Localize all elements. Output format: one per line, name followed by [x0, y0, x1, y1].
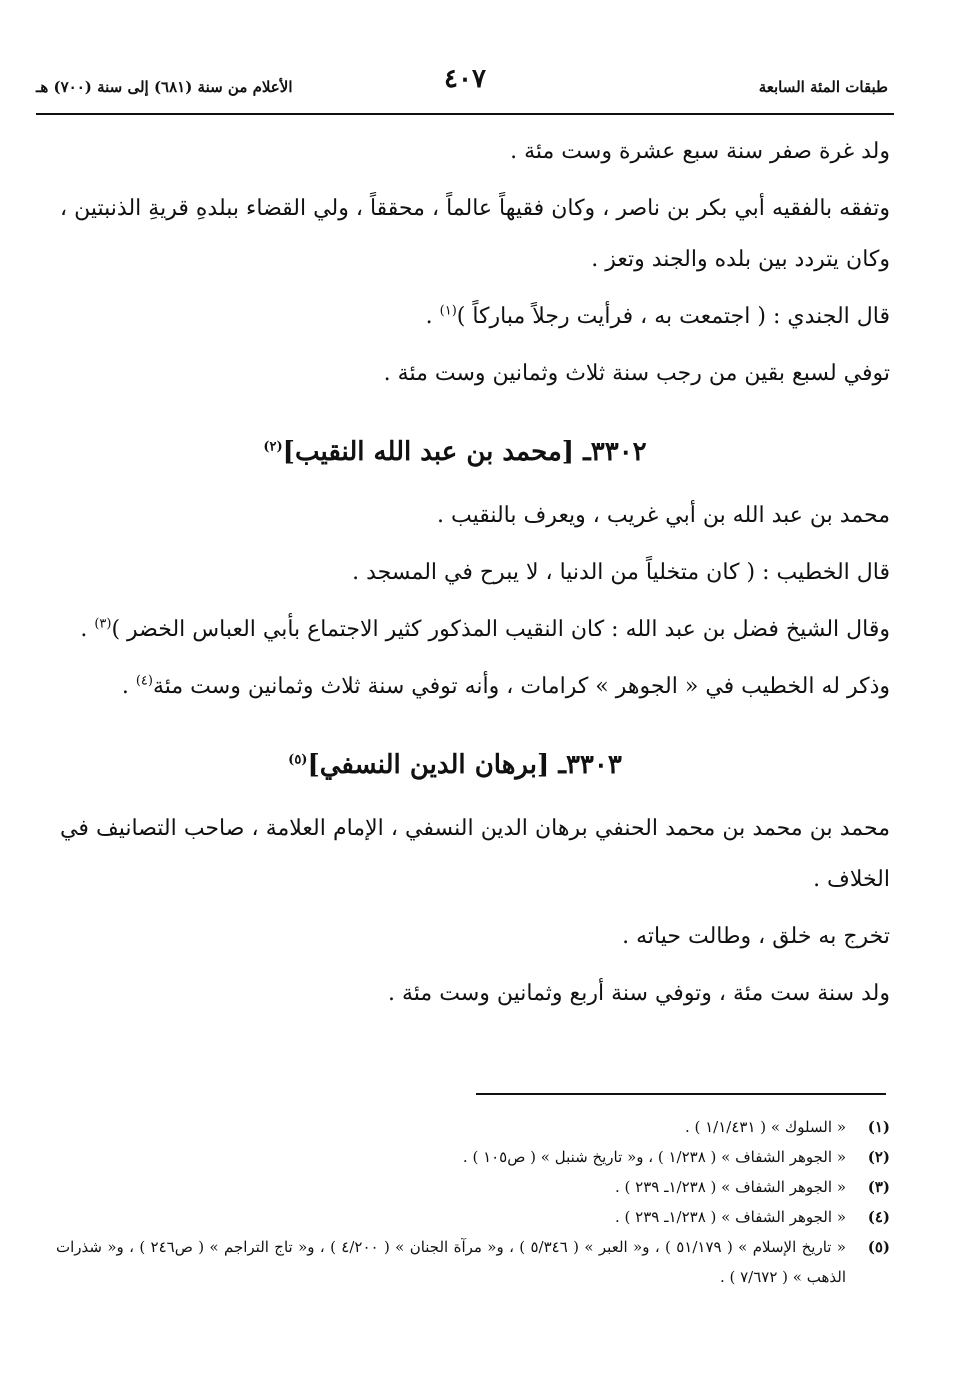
header-rule: [36, 113, 894, 115]
main-text: [60, 126, 890, 1025]
paragraph: تخرج به خلق ، وطالت حياته .: [622, 924, 890, 949]
footnote-text: « تاريخ الإسلام » ( ٥١/١٧٩ ) ، و« العبر » ( ٥/٣٤٦ ) ، و« مرآة الجنان » ( ٤/٢٠٠ ) ، و« تاج التراجم » ( ص٢٤٦ ) ، و« شذرات الذهب » ( ٧/٦٧٢ ) .: [56, 1238, 846, 1286]
footnote-ref: (٣): [94, 616, 112, 632]
footnote-ref: (٢): [263, 439, 283, 455]
footnote-number: (٥): [867, 1238, 890, 1256]
footnote-number: (٢): [867, 1148, 890, 1166]
footnote-text: « السلوك » ( ١/١/٤٣١ ) .: [684, 1118, 846, 1136]
footnote-number: (٣): [867, 1178, 890, 1196]
paragraph: محمد بن عبد الله بن أبي غريب ، ويعرف بالنقيب .: [436, 503, 890, 528]
running-title-right: طبقات المئة السابعة: [758, 78, 888, 96]
footnote-ref: (٥): [288, 752, 308, 768]
footnote-ref: (٤): [135, 673, 153, 689]
paragraph: ولد غرة صفر سنة سبع عشرة وست مئة .: [510, 139, 890, 164]
footnote-text: « الجوهر الشفاف » ( ١/٢٣٨ـ ٢٣٩ ) .: [614, 1178, 846, 1196]
running-title-left: الأعلام من سنة (٦٨١) إلى سنة (٧٠٠) هـ: [36, 78, 293, 96]
paragraph: وقال الشيخ فضل بن عبد الله : كان النقيب المذكور كثير الاجتماع بأبي العباس الخضر )$^{(٣)}$ .: [80, 616, 890, 642]
footnotes: [56, 1112, 890, 1292]
paragraph: وتفقه بالفقيه أبي بكر بن ناصر ، وكان فقيهاً عالماً ، محققاً ، ولي القضاء ببلدهِ قريةِ الذنبتين ، وكان يتردد بين بلده والجند وتعز .: [60, 196, 890, 272]
footnote: [56, 1142, 890, 1172]
footnote-number: (١): [867, 1118, 890, 1136]
page-number: ٤٠٧: [444, 64, 486, 94]
paragraph: قال الجندي : ( اجتمعت به ، فرأيت رجلاً مباركاً )$^{(١)}$ .: [425, 303, 890, 329]
footnote-text: « الجوهر الشفاف » ( ١/٢٣٨ ) ، و« تاريخ شنبل » ( ص١٠٥ ) .: [462, 1148, 846, 1166]
paragraph: محمد بن محمد بن محمد الحنفي برهان الدين النسفي ، الإمام العلامة ، صاحب التصانيف في الخلاف .: [60, 816, 890, 892]
entry-title: ٣٣٠٢ـ [محمد بن عبد الله النقيب]$^{(٢)}$: [263, 437, 647, 467]
paragraph: قال الخطيب : ( كان متخلياً من الدنيا ، لا يبرح في المسجد .: [352, 560, 890, 585]
footnote: [56, 1112, 890, 1142]
paragraph: توفي لسبع بقين من رجب سنة ثلاث وثمانين وست مئة .: [383, 361, 890, 386]
footnote-text: « الجوهر الشفاف » ( ١/٢٣٨ـ ٢٣٩ ) .: [614, 1208, 846, 1226]
footnote-number: (٤): [867, 1208, 890, 1226]
page-header: [36, 64, 894, 112]
footnote: [56, 1232, 890, 1292]
entry-title: ٣٣٠٣ـ [برهان الدين النسفي]$^{(٥)}$: [288, 750, 622, 780]
footnote: [56, 1172, 890, 1202]
footnote-separator: [476, 1093, 886, 1095]
paragraph: ولد سنة ست مئة ، وتوفي سنة أربع وثمانين وست مئة .: [388, 981, 890, 1006]
paragraph: وذكر له الخطيب في « الجوهر » كرامات ، وأنه توفي سنة ثلاث وثمانين وست مئة$^{(٤)}$ .: [121, 673, 890, 699]
footnote-ref: (١): [439, 303, 457, 319]
footnote: [56, 1202, 890, 1232]
